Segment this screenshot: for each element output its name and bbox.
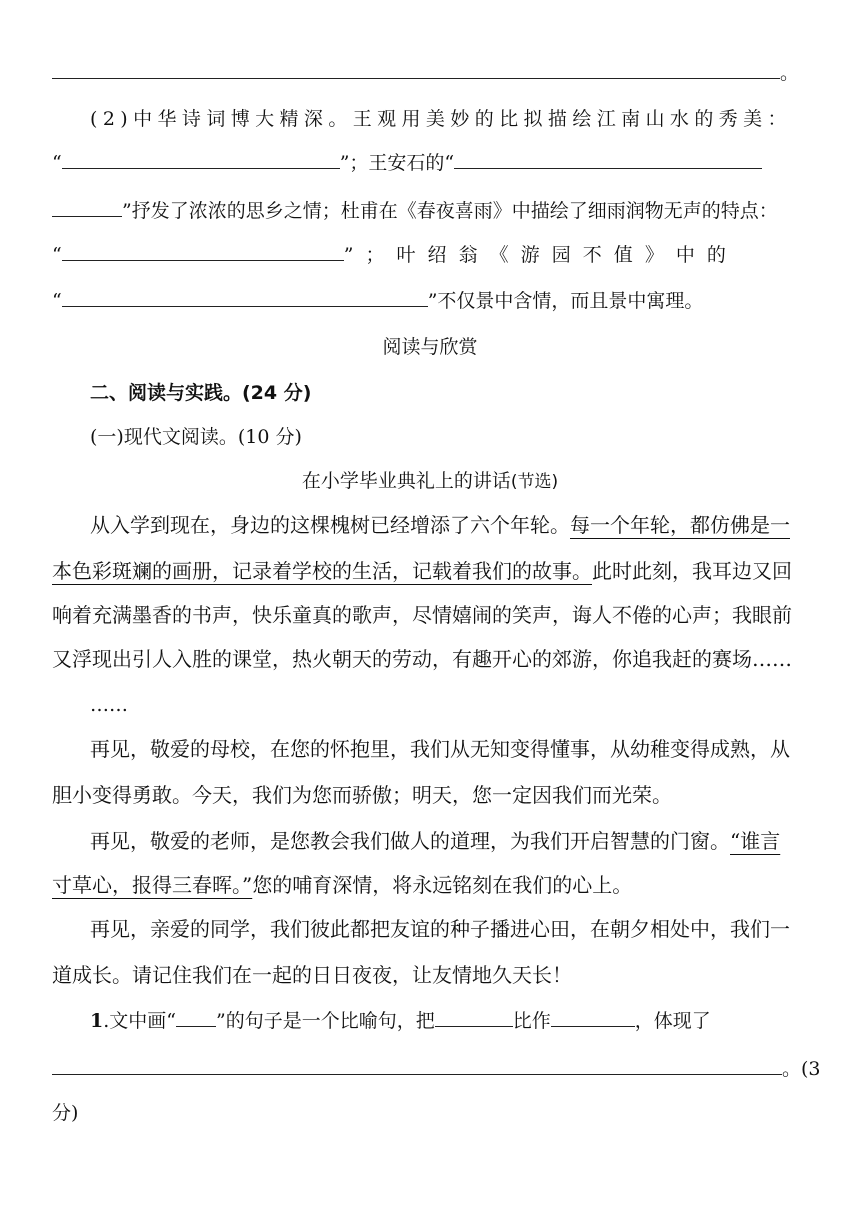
underlined-sentence: “谁言 xyxy=(730,829,781,853)
para4-line1: 再见，亲爱的同学，我们彼此都把友谊的种子播进心田，在朝夕相处中，我们一 xyxy=(90,917,790,941)
para1-line3: 响着充满墨香的书声，快乐童真的歌声，尽情嬉闹的笑声，诲人不倦的心声；我眼前 xyxy=(52,603,792,627)
answer-blank[interactable] xyxy=(52,1054,782,1075)
q2-line1: (2)中华诗词博大精深。王观用美妙的比拟描绘江南山水的秀美： xyxy=(90,108,792,130)
q1-line1: 1.文中画“ ”的句子是一个比喻句，把 比作 ，体现了 xyxy=(90,1006,711,1036)
q1-line2: 。(3 xyxy=(52,1054,821,1084)
answer-blank[interactable] xyxy=(62,148,340,169)
q1-score-end: 分) xyxy=(52,1102,79,1124)
underlined-sentence: 每一个年轮，都仿佛是一 xyxy=(570,513,790,537)
q2-line4: “ ” ； 叶 绍 翁 《 游 园 不 值 》 中 的 xyxy=(52,240,726,270)
para1-line2: 本色彩斑斓的画册，记录着学校的生活，记载着我们的故事。此时此刻，我耳边又回 xyxy=(52,559,792,583)
underlined-sentence: 寸草心，报得三春晖。” xyxy=(52,873,253,897)
answer-blank[interactable] xyxy=(435,1006,513,1027)
period: 。 xyxy=(780,62,800,84)
para3-line1: 再见，敬爱的老师，是您教会我们做人的道理，为我们开启智慧的门窗。“谁言 xyxy=(90,829,781,853)
para1-line1: 从入学到现在，身边的这棵槐树已经增添了六个年轮。每一个年轮，都仿佛是一 xyxy=(90,513,790,537)
answer-blank[interactable] xyxy=(52,58,780,79)
answer-blank[interactable] xyxy=(551,1006,635,1027)
underlined-sentence: 本色彩斑斓的画册，记录着学校的生活，记载着我们的故事。 xyxy=(52,559,592,583)
para3-line2: 寸草心，报得三春晖。”您的哺育深情，将永远铭刻在我们的心上。 xyxy=(52,873,633,897)
answer-blank[interactable] xyxy=(52,196,122,217)
underline-sample xyxy=(176,1006,216,1027)
article-title: 在小学毕业典礼上的讲话(节选) xyxy=(301,470,559,492)
para2-line1: 再见，敬爱的母校，在您的怀抱里，我们从无知变得懂事，从幼稚变得成熟，从 xyxy=(90,737,790,761)
para2-line2: 胆小变得勇敢。今天，我们为您而骄傲；明天，您一定因我们而光荣。 xyxy=(52,783,672,807)
para4-line2: 道成长。请记住我们在一起的日日夜夜，让友情地久天长！ xyxy=(52,963,572,987)
answer-blank[interactable] xyxy=(62,286,428,307)
q2-line5: “ ”不仅景中含情，而且景中寓理。 xyxy=(52,286,703,316)
part2-heading: 二、阅读与实践。(24 分) xyxy=(90,382,312,404)
ellipsis: …… xyxy=(90,694,128,716)
para1-line4: 又浮现出引人入胜的课堂，热火朝天的劳动，有趣开心的郊游，你追我赶的赛场…… xyxy=(52,647,792,671)
sub1-heading: (一)现代文阅读。(10 分) xyxy=(90,426,302,448)
q2-line3: ”抒发了浓浓的思乡之情；杜甫在《春夜喜雨》中描绘了细雨润物无声的特点： xyxy=(52,196,778,226)
q2-line2: “ ”；王安石的“ xyxy=(52,148,762,178)
answer-blank[interactable] xyxy=(454,148,762,169)
answer-blank[interactable] xyxy=(62,240,344,261)
prev-answer-line xyxy=(52,58,799,88)
section-title: 阅读与欣赏 xyxy=(382,336,478,358)
